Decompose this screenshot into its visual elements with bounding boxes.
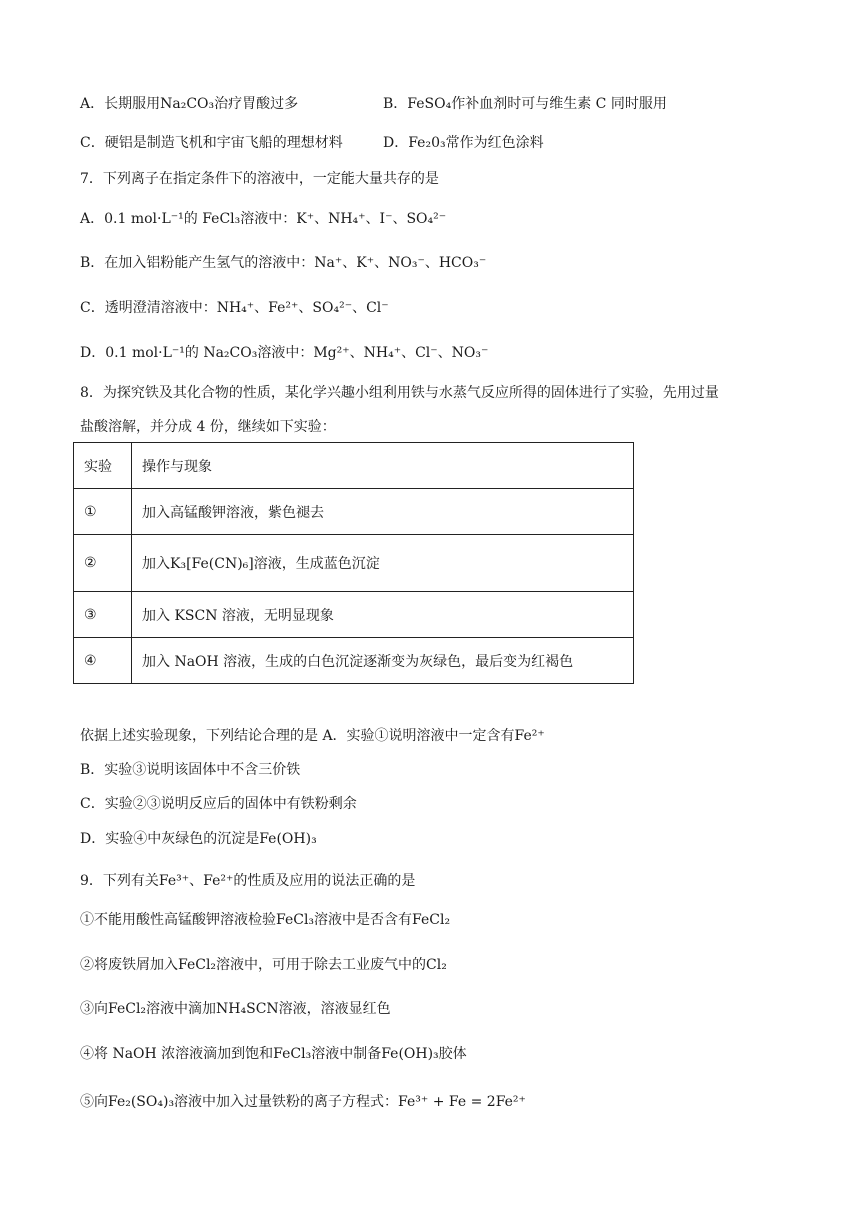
table-row xyxy=(74,535,634,592)
q6-option-d: D．Fe₂0₃常作为红色涂料 xyxy=(383,135,544,151)
table-row xyxy=(74,592,634,638)
row-number: ④ xyxy=(74,638,132,684)
table-header-row xyxy=(74,443,634,489)
q7-option-a: A．0.1 mol·L⁻¹的 FeCl₃溶液中：K⁺、NH₄⁺、I⁻、SO₄²⁻ xyxy=(80,211,447,227)
row-description: 加入高锰酸钾溶液，紫色褪去 xyxy=(132,489,634,535)
row-number: ③ xyxy=(74,592,132,638)
q9-statement-4: ④将 NaOH 浓溶液滴加到饱和FeCl₃溶液中制备Fe(OH)₃胶体 xyxy=(80,1046,467,1062)
q7-option-b: B．在加入铝粉能产生氢气的溶液中：Na⁺、K⁺、NO₃⁻、HCO₃⁻ xyxy=(80,255,487,271)
q8-stem-line1: 8．为探究铁及其化合物的性质，某化学兴趣小组利用铁与水蒸气反应所得的固体进行了实验，先用过量 xyxy=(80,385,719,401)
table-row xyxy=(74,489,634,535)
q7-stem: 7．下列离子在指定条件下的溶液中，一定能大量共存的是 xyxy=(80,171,439,187)
q9-statement-3: ③向FeCl₂溶液中滴加NH₄SCN溶液，溶液显红色 xyxy=(80,1001,391,1017)
q9-statement-1: ①不能用酸性高锰酸钾溶液检验FeCl₃溶液中是否含有FeCl₂ xyxy=(80,912,451,928)
header-experiment: 实验 xyxy=(74,443,132,489)
q8-conclusion: 依据上述实验现象，下列结论合理的是 A．实验①说明溶液中一定含有Fe²⁺ xyxy=(80,728,545,744)
q7-option-c: C．透明澄清溶液中：NH₄⁺、Fe²⁺、SO₄²⁻、Cl⁻ xyxy=(80,300,389,316)
row-number: ① xyxy=(74,489,132,535)
row-description: 加入K₃[Fe(CN)₆]溶液，生成蓝色沉淀 xyxy=(132,535,634,592)
experiment-table xyxy=(73,442,634,684)
q6-option-c: C．硬铝是制造飞机和宇宙飞船的理想材料 xyxy=(80,135,343,151)
q9-statement-5: ⑤向Fe₂(SO₄)₃溶液中加入过量铁粉的离子方程式：Fe³⁺ + Fe = 2Fe²⁺ xyxy=(80,1094,526,1110)
q7-option-d: D．0.1 mol·L⁻¹的 Na₂CO₃溶液中：Mg²⁺、NH₄⁺、Cl⁻、NO₃⁻ xyxy=(80,345,489,361)
q8-option-b: B．实验③说明该固体中不含三价铁 xyxy=(80,762,301,778)
header-operation: 操作与现象 xyxy=(132,443,634,489)
row-number: ② xyxy=(74,535,132,592)
table-row xyxy=(74,638,634,684)
q6-option-a: A．长期服用Na₂CO₃治疗胃酸过多 xyxy=(80,96,299,112)
q9-statement-2: ②将废铁屑加入FeCl₂溶液中，可用于除去工业废气中的Cl₂ xyxy=(80,957,447,973)
q8-option-c: C．实验②③说明反应后的固体中有铁粉剩余 xyxy=(80,796,357,812)
q8-stem-line2: 盐酸溶解，并分成 4 份，继续如下实验： xyxy=(80,419,336,435)
q8-option-d: D．实验④中灰绿色的沉淀是Fe(OH)₃ xyxy=(80,831,317,847)
row-description: 加入 KSCN 溶液，无明显现象 xyxy=(132,592,634,638)
row-description: 加入 NaOH 溶液，生成的白色沉淀逐渐变为灰绿色，最后变为红褐色 xyxy=(132,638,634,684)
q9-stem: 9．下列有关Fe³⁺、Fe²⁺的性质及应用的说法正确的是 xyxy=(80,873,416,889)
q6-option-b: B．FeSO₄作补血剂时可与维生素 C 同时服用 xyxy=(383,96,667,112)
